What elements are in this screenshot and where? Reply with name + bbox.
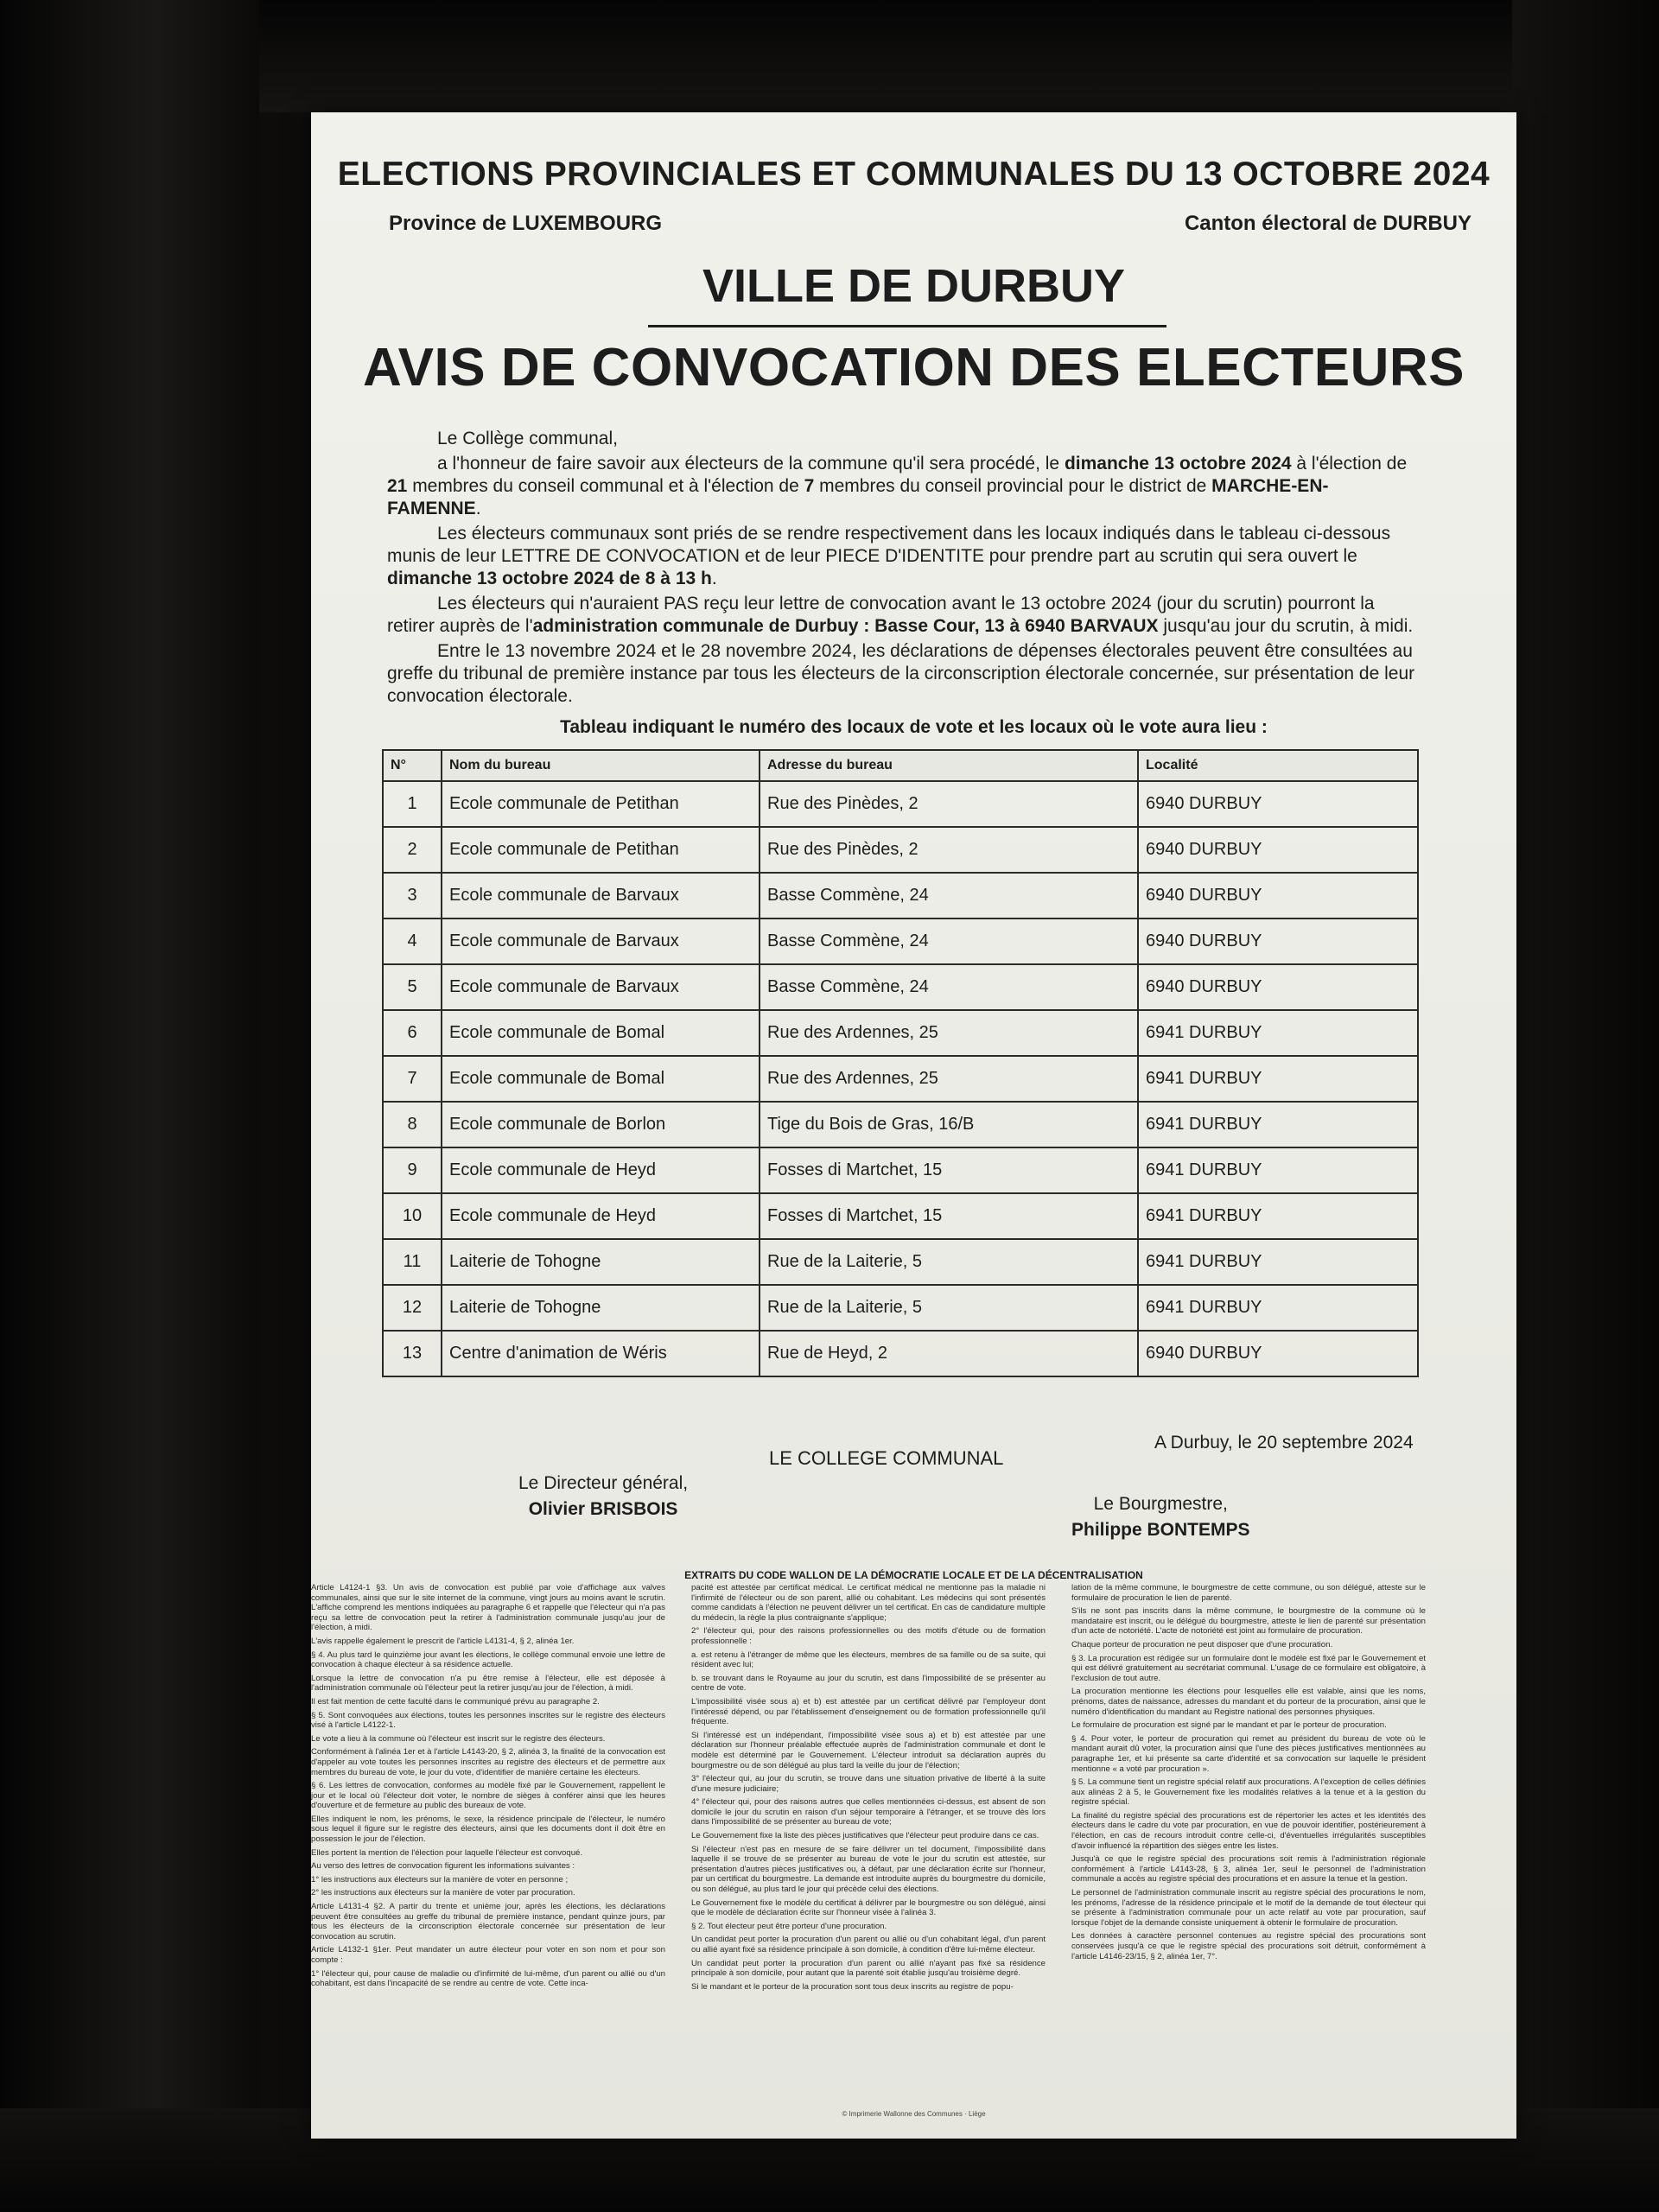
table-title: Tableau indiquant le numéro des locaux de vote et les locaux où le vote aura lieu : — [560, 717, 1268, 737]
row-bureau-address: Rue des Pinèdes, 2 — [760, 827, 1138, 873]
legal-paragraph: S'ils ne sont pas inscrits dans la même commune, le bourgmestre de la commune où le mandataire est inscrit, ou le délégué du bourgmestre, atteste le lien de parenté sur présentation d'un acte de notoriété. L'acte de notoriété est joint au formulaire de procuration. — [1071, 1606, 1426, 1637]
row-bureau-address: Basse Commène, 24 — [760, 964, 1138, 1010]
row-locality: 6941 DURBUY — [1138, 1056, 1418, 1102]
row-locality: 6940 DURBUY — [1138, 781, 1418, 827]
legal-paragraph: Article L4132-1 §1er. Peut mandater un autre électeur pour voter en son nom et pour son compte : — [311, 1945, 665, 1965]
legal-paragraph: 3° l'électeur qui, au jour du scrutin, se trouve dans une situation privative de liberté à la suite d'une mesure judiciaire; — [691, 1774, 1046, 1794]
legal-paragraph: Si le mandant et le porteur de la procuration sont tous deux inscrits au registre de popu- — [691, 1981, 1014, 1992]
monitor-bezel-right — [1512, 0, 1659, 2212]
header-bureau-name: Nom du bureau — [442, 750, 760, 781]
legal-paragraph: lation de la même commune, le bourgmestre de cette commune, ou son délégué, atteste sur le formulaire de procuration le lien de parenté. — [1071, 1583, 1426, 1603]
row-bureau-address: Rue des Ardennes, 25 — [760, 1010, 1138, 1056]
legal-extracts-title: EXTRAITS DU CODE WALLON DE LA DÉMOCRATIE LOCALE ET DE LA DÉCENTRALISATION — [684, 1569, 1143, 1581]
row-locality: 6940 DURBUY — [1138, 827, 1418, 873]
legal-paragraph: § 4. Au plus tard le quinzième jour avant les élections, le collège communal envoie une lettre de convocation à chaque électeur à sa résidence actuelle. — [311, 1649, 665, 1670]
row-bureau-name: Ecole communale de Barvaux — [442, 964, 760, 1010]
row-locality: 6940 DURBUY — [1138, 873, 1418, 918]
row-bureau-address: Rue des Ardennes, 25 — [760, 1056, 1138, 1102]
legal-paragraph: Le formulaire de procuration est signé par le mandant et par le porteur de procuration. — [1071, 1720, 1387, 1731]
legal-paragraph: Le Gouvernement fixe la liste des pièces justificatives que l'électeur peut produire dans ce cas. — [691, 1831, 1039, 1841]
legal-paragraph: Le Gouvernement fixe le modèle du certificat à délivrer par le bourgmestre ou son délégué, ainsi que le modèle de déclaration écrite sur l'honneur visée à l'alinéa 3. — [691, 1897, 1046, 1918]
row-bureau-name: Ecole communale de Petithan — [442, 827, 760, 873]
row-bureau-name: Ecole communale de Bomal — [442, 1056, 760, 1102]
legal-paragraph: L'impossibilité visée sous a) et b) est attestée par un certificat délivré par l'employeur dont l'intéressé dépend, ou par l'établissement d'enseignement ou de formation professionnelle qu'il fréquente. — [691, 1696, 1046, 1727]
row-bureau-name: Ecole communale de Heyd — [442, 1147, 760, 1193]
legal-paragraph: pacité est attestée par certificat médical. Le certificat médical ne mentionne pas la maladie ni l'infirmité de l'électeur ou de son parent, allié ou cohabitant. Les médecins qui sont présentés comme candidats à l'élection ne peuvent délivrer un tel certificat. En cas de candidature multiple du médecin, la règle la plus contraignante s'applique; — [691, 1583, 1046, 1623]
row-bureau-address: Basse Commène, 24 — [760, 873, 1138, 918]
table-row — [383, 1102, 1418, 1147]
table-row — [383, 1010, 1418, 1056]
row-number: 1 — [383, 781, 442, 827]
legal-paragraph: La procuration mentionne les élections pour lesquelles elle est valable, ainsi que les noms, prénoms, dates de naissance, adresses du mandant et du porteur de la procuration, ainsi que le numéro d'identification du mandant au Registre national des personnes physiques. — [1071, 1687, 1426, 1717]
college-heading: LE COLLEGE COMMUNAL — [769, 1447, 1004, 1469]
directeur-name: Olivier BRISBOIS — [528, 1499, 678, 1519]
header-number: N° — [383, 750, 442, 781]
row-bureau-address: Fosses di Martchet, 15 — [760, 1147, 1138, 1193]
row-number: 3 — [383, 873, 442, 918]
table-row — [383, 1331, 1418, 1376]
row-locality: 6941 DURBUY — [1138, 1285, 1418, 1331]
monitor-bezel-left — [0, 0, 259, 2212]
row-number: 4 — [383, 918, 442, 964]
table-row — [383, 918, 1418, 964]
legal-paragraph: 4° l'électeur qui, pour des raisons autres que celles mentionnées ci-dessus, est absent de son domicile le jour du scrutin en raison d'un séjour temporaire à l'étranger, et se trouve dès lors dans l'impossibilité de se présenter au bureau de vote; — [691, 1797, 1046, 1827]
intro-paragraph-election: a l'honneur de faire savoir aux électeurs de la commune qu'il sera procédé, le dimanche 13 octobre 2024 à l'élection de 21 membres du conseil communal et à l'élection de 7 membres du conseil provincial pour le district de MARCHE-EN-FAMENNE. — [387, 454, 1408, 518]
legal-paragraph: § 4. Pour voter, le porteur de procuration qui remet au président du bureau de vote où le mandant aurait dû voter, la procuration ainsi que l'une des pièces justificatives mentionnées au paragraphe 1er, et lui présente sa carte d'identité et sa convocation sur laquelle le président mentionne « a voté par procuration ». — [1071, 1733, 1426, 1774]
legal-paragraph: 2° l'électeur qui, pour des raisons professionnelles ou des motifs d'étude ou de formation professionnelle : — [691, 1626, 1046, 1646]
legal-paragraph: b. se trouvant dans le Royaume au jour du scrutin, est dans l'impossibilité de se présenter au centre de vote. — [691, 1673, 1046, 1694]
legal-column-3 — [1071, 1583, 1426, 2101]
polling-stations-table — [382, 749, 1419, 1377]
table-row — [383, 1285, 1418, 1331]
row-bureau-address: Tige du Bois de Gras, 16/B — [760, 1102, 1138, 1147]
table-row — [383, 1147, 1418, 1193]
row-locality: 6940 DURBUY — [1138, 964, 1418, 1010]
notice-heading: AVIS DE CONVOCATION DES ELECTEURS — [363, 338, 1465, 397]
row-bureau-name: Ecole communale de Barvaux — [442, 873, 760, 918]
printer-note: © Imprimerie Wallonne des Communes · Liège — [842, 2110, 986, 2118]
canton-label: Canton électoral de DURBUY — [1184, 212, 1471, 235]
row-bureau-name: Ecole communale de Borlon — [442, 1102, 760, 1147]
legal-paragraph: Jusqu'à ce que le registre spécial des procurations soit remis à l'administration régionale conformément à l'article L4143-28, § 3, alinéa 1er, seul le personnel de l'administration communale a accès au registre spécial des procurations et en assure la tenue et la gestion. — [1071, 1854, 1426, 1885]
row-bureau-address: Rue de Heyd, 2 — [760, 1331, 1138, 1376]
intro-paragraph-retrieval: Les électeurs qui n'auraient PAS reçu leur lettre de convocation avant le 13 octobre 2024 (jour du scrutin) pourront la retirer auprès de l'administration communale de Durbuy : Basse Cour, 13 à 6940 BARVAUX jusqu'au jour du scrutin, à midi. — [387, 594, 1414, 636]
row-locality: 6941 DURBUY — [1138, 1239, 1418, 1285]
legal-paragraph: Le personnel de l'administration communale inscrit au registre spécial des procurations le nom, les prénoms, l'adresse de la résidence principale et le motif de la demande de tout électeur qui se présente à l'administration communale pour un acte relatif au vote par procuration, sauf lorsque l'objet de la demande consiste uniquement à obtenir le formulaire de procuration. — [1071, 1888, 1426, 1928]
table-body — [383, 781, 1418, 1376]
table-row — [383, 1239, 1418, 1285]
legal-paragraph: Au verso des lettres de convocation figurent les informations suivantes : — [311, 1861, 575, 1872]
row-locality: 6941 DURBUY — [1138, 1102, 1418, 1147]
row-bureau-name: Laiterie de Tohogne — [442, 1285, 760, 1331]
legal-paragraph: Elles portent la mention de l'élection pour laquelle l'électeur est convoqué. — [311, 1847, 583, 1858]
directeur-signature — [518, 1471, 688, 1522]
row-bureau-name: Centre d'animation de Wéris — [442, 1331, 760, 1376]
row-number: 9 — [383, 1147, 442, 1193]
row-number: 12 — [383, 1285, 442, 1331]
table-row — [383, 1193, 1418, 1239]
title-underline — [648, 325, 1166, 327]
row-bureau-name: Ecole communale de Bomal — [442, 1010, 760, 1056]
row-number: 2 — [383, 827, 442, 873]
intro-text — [387, 428, 1420, 710]
row-locality: 6941 DURBUY — [1138, 1147, 1418, 1193]
legal-paragraph: Si l'intéressé est un indépendant, l'impossibilité visée sous a) et b) est attestée par une déclaration sur l'honneur préalable effectuée auprès de l'administration communale et dont le modèle est déterminé par le Gouvernement. L'électeur introduit sa déclaration auprès du bourgmestre ou de son délégué au plus tard la veille du jour de l'élection; — [691, 1730, 1046, 1770]
legal-paragraph: Conformément à l'alinéa 1er et à l'article L4143-20, § 2, alinéa 3, la finalité de la convocation est d'appeler au vote toutes les personnes inscrites au registre des électeurs et de permettre aux membres du bureau de vote, le jour du vote, d'identifier de manière certaine les électeurs. — [311, 1747, 665, 1777]
legal-paragraph: Lorsque la lettre de convocation n'a pu être remise à l'électeur, elle est déposée à l'administration communale où l'électeur peut la retirer jusqu'au jour de l'élection, à midi. — [311, 1673, 665, 1694]
legal-paragraph: Il est fait mention de cette faculté dans le communiqué prévu au paragraphe 2. — [311, 1696, 600, 1707]
row-number: 8 — [383, 1102, 442, 1147]
legal-column-1 — [311, 1583, 665, 2101]
legal-paragraph: 1° l'électeur qui, pour cause de maladie ou d'infirmité de lui-même, d'un parent ou allié ou d'un cohabitant, est dans l'incapacité de se rendre au centre de vote. Cette inca- — [311, 1968, 665, 1989]
table-row — [383, 964, 1418, 1010]
legal-extracts — [311, 1583, 1516, 2110]
legal-paragraph: § 6. Les lettres de convocation, conformes au modèle fixé par le Gouvernement, rappellent le jour et le local où l'électeur doit voter, le nombre de sièges à conférer ainsi que les heures d'ouverture et de fermeture au public des bureaux de vote. — [311, 1781, 665, 1811]
legal-paragraph: § 5. La commune tient un registre spécial relatif aux procurations. A l'exception de celles définies aux alinéas 2 à 5, le Gouvernement fixe les modalités relatives à la tenue et à la gestion du registre spécial. — [1071, 1777, 1426, 1808]
legal-paragraph: 2° les instructions aux électeurs sur la manière de voter par procuration. — [311, 1888, 575, 1898]
legal-paragraph: Un candidat peut porter la procuration d'un parent ou allié n'ayant pas fixé sa résidence principale à son domicile, pour autant que la parenté soit établie jusqu'au troisième degré. — [691, 1958, 1046, 1979]
intro-paragraph-expenses: Entre le 13 novembre 2024 et le 28 novembre 2024, les déclarations de dépenses électorales peuvent être consultées au greffe du tribunal de première instance par tous les électeurs de la circonscription électorale concernée, sur présentation de leur convocation électorale. — [387, 641, 1415, 706]
legal-paragraph: Article L4124-1 §3. Un avis de convocation est publié par voie d'affichage aux valves communales, ainsi que sur le site internet de la commune, vingt jours au moins avant le scrutin. L'affiche comprend les mentions indiquées au paragraphe 6 et rappelle que l'électeur qui n'a pas reçu sa lettre de convocation peut la retirer à l'administration communale jusqu'au jour de l'élection, à midi. — [311, 1583, 665, 1633]
intro-paragraph-convocation: Les électeurs communaux sont priés de se rendre respectivement dans les locaux indiqués dans le tableau ci-dessous munis de leur LETTRE DE CONVOCATION et de leur PIECE D'IDENTITE pour prendre part au scrutin qui sera ouvert le dimanche 13 octobre 2024 de 8 à 13 h. — [387, 524, 1391, 588]
row-number: 6 — [383, 1010, 442, 1056]
header-locality: Localité — [1138, 750, 1418, 781]
row-bureau-name: Ecole communale de Heyd — [442, 1193, 760, 1239]
row-number: 10 — [383, 1193, 442, 1239]
row-locality: 6941 DURBUY — [1138, 1010, 1418, 1056]
table-row — [383, 1056, 1418, 1102]
legal-column-2 — [691, 1583, 1046, 2101]
table-row — [383, 827, 1418, 873]
row-bureau-address: Rue de la Laiterie, 5 — [760, 1285, 1138, 1331]
table-row — [383, 873, 1418, 918]
legal-paragraph: Le vote a lieu à la commune où l'électeur est inscrit sur le registre des électeurs. — [311, 1733, 606, 1744]
legal-paragraph: La finalité du registre spécial des procurations est de répertorier les actes et les identités des électeurs dans le cadre du vote par procuration, en vue de pouvoir identifier, postérieurement à l'élection, en cas de recours introduit contre celle-ci, d'éventuelles irrégularités susceptibles d'avoir influencé la répartition des sièges entre les listes. — [1071, 1810, 1426, 1851]
header-bureau-address: Adresse du bureau — [760, 750, 1138, 781]
row-bureau-address: Rue des Pinèdes, 2 — [760, 781, 1138, 827]
table-row — [383, 781, 1418, 827]
row-number: 11 — [383, 1239, 442, 1285]
row-number: 7 — [383, 1056, 442, 1102]
row-bureau-name: Ecole communale de Barvaux — [442, 918, 760, 964]
legal-paragraph: a. est retenu à l'étranger de même que les électeurs, membres de sa famille ou de sa suite, qui résident avec lui; — [691, 1649, 1046, 1670]
bourgmestre-name: Philippe BONTEMPS — [1071, 1520, 1250, 1540]
row-bureau-address: Fosses di Martchet, 15 — [760, 1193, 1138, 1239]
legal-paragraph: L'avis rappelle également le prescrit de l'article L4131-4, § 2, alinéa 1er. — [311, 1636, 575, 1646]
election-title: ELECTIONS PROVINCIALES ET COMMUNALES DU 13 OCTOBRE 2024 — [337, 156, 1491, 193]
row-locality: 6940 DURBUY — [1138, 1331, 1418, 1376]
intro-salutation: Le Collège communal, — [437, 429, 618, 448]
legal-paragraph: Un candidat peut porter la procuration d'un parent ou allié ou d'un cohabitant légal, d'un parent ou allié ayant fixé sa résidence principale à son domicile, à condition d'être lui-même électeur. — [691, 1935, 1046, 1955]
row-bureau-address: Basse Commène, 24 — [760, 918, 1138, 964]
legal-paragraph: § 5. Sont convoquées aux élections, toutes les personnes inscrites sur le registre des électeurs visé à l'article L4122-1. — [311, 1710, 665, 1731]
row-bureau-name: Ecole communale de Petithan — [442, 781, 760, 827]
city-title: VILLE DE DURBUY — [702, 260, 1126, 312]
notice-document — [311, 112, 1516, 2139]
bourgmestre-signature — [1071, 1491, 1250, 1543]
legal-paragraph: § 2. Tout électeur peut être porteur d'une procuration. — [691, 1921, 887, 1931]
bourgmestre-title: Le Bourgmestre, — [1093, 1494, 1228, 1514]
legal-paragraph: Chaque porteur de procuration ne peut disposer que d'une procuration. — [1071, 1639, 1333, 1649]
row-bureau-address: Rue de la Laiterie, 5 — [760, 1239, 1138, 1285]
row-number: 13 — [383, 1331, 442, 1376]
row-locality: 6941 DURBUY — [1138, 1193, 1418, 1239]
row-locality: 6940 DURBUY — [1138, 918, 1418, 964]
directeur-title: Le Directeur général, — [518, 1473, 689, 1493]
legal-paragraph: Les données à caractère personnel contenues au registre spécial des procurations sont conservées jusqu'à ce que le registre spécial des procurations soit détruit, conformément à l'article L4146-23/15, § 2, alinéa 1er, 7°. — [1071, 1931, 1426, 1961]
legal-paragraph: Article L4131-4 §2. A partir du trente et unième jour, après les élections, les déclarations peuvent être consultées au greffe du tribunal de première instance, pendant quinze jours, par tous les électeurs de la circonscription électorale concernée sur présentation de leur convocation au scrutin. — [311, 1902, 665, 1942]
row-number: 5 — [383, 964, 442, 1010]
signature-date: A Durbuy, le 20 septembre 2024 — [1154, 1433, 1414, 1452]
row-bureau-name: Laiterie de Tohogne — [442, 1239, 760, 1285]
legal-paragraph: Elles indiquent le nom, les prénoms, le sexe, la résidence principale de l'électeur, le numéro sous lequel il figure sur le registre des électeurs, ainsi que les documents dont il doit être en possession le jour de l'élection. — [311, 1814, 665, 1845]
province-label: Province de LUXEMBOURG — [389, 212, 663, 235]
legal-paragraph: Si l'électeur n'est pas en mesure de se faire délivrer un tel document, l'impossibilité dans laquelle il se trouve de se présenter au bureau de vote le jour du scrutin est attestée, sur présentation d'autres pièces justificatives ou, à défaut, par une déclaration écrite sur l'honneur, par un certificat du bourgmestre. La demande est introduite auprès du bourgmestre du domicile, ou son délégué, au plus tard le jour qui précède celui des élections. — [691, 1844, 1046, 1895]
table-header-row — [383, 750, 1418, 781]
legal-paragraph: 1° les instructions aux électeurs sur la manière de voter en personne ; — [311, 1874, 569, 1885]
legal-paragraph: § 3. La procuration est rédigée sur un formulaire dont le modèle est fixé par le Gouvernement et qui est délivré gratuitement au secrétariat communal. L'usage de ce formulaire est obligatoire, à l'exclusion de tout autre. — [1071, 1653, 1426, 1683]
